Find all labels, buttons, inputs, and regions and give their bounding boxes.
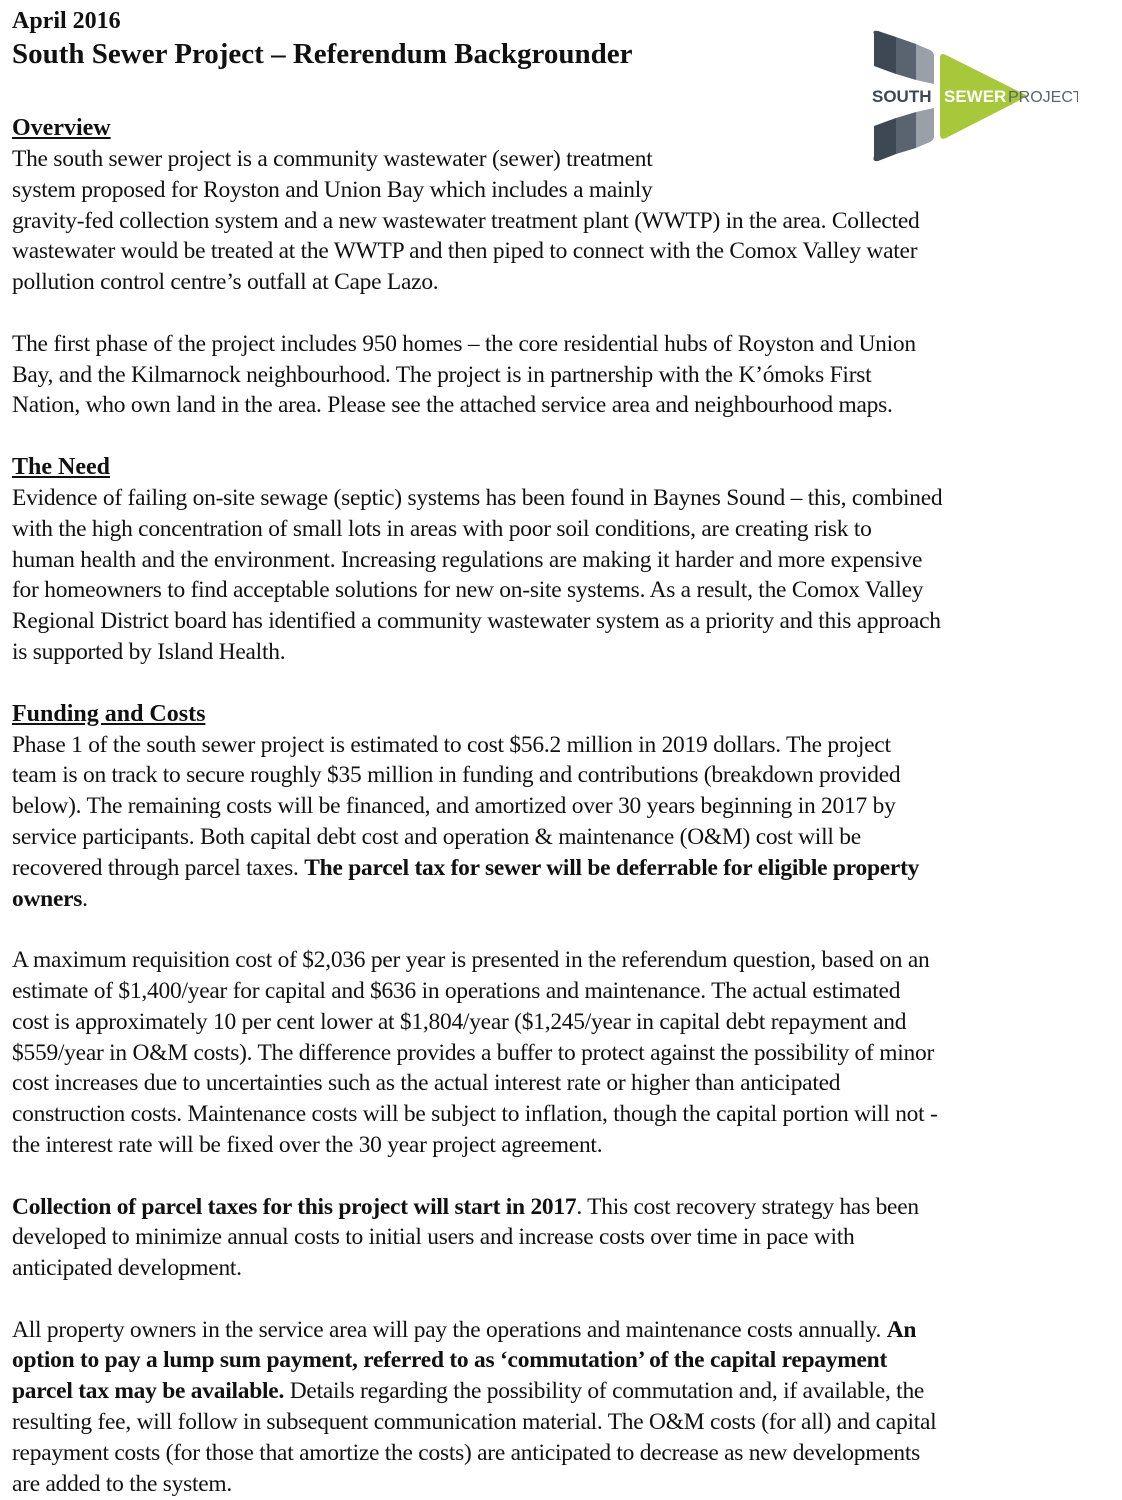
- text-line: service participants. Both capital debt cost and operation & maintenance (O&M) cost will be: [12, 823, 861, 850]
- text-run: . This cost recovery strategy has been: [576, 1193, 919, 1220]
- text-line: cost is approximately 10 per cent lower at $1,804/year ($1,245/year in capital debt repayment and: [12, 1008, 907, 1035]
- section-heading-the-need: The Need: [12, 453, 110, 480]
- text-run: Details regarding the possibility of commutation and, if available, the: [284, 1378, 925, 1405]
- text-line: system proposed for Royston and Union Bay which includes a mainly: [12, 176, 653, 203]
- logo-text-sewer: SEWER: [944, 87, 1007, 106]
- text-line: for homeowners to find acceptable solutions for new on-site systems. As a result, the Comox Valley: [12, 577, 924, 604]
- text-line: is supported by Island Health.: [12, 638, 286, 665]
- text-line: gravity-fed collection system and a new wastewater treatment plant (WWTP) in the area. Collected: [12, 207, 920, 234]
- text-line: wastewater would be treated at the WWTP and then piped to connect with the Comox Valley water: [12, 238, 918, 265]
- bold-text-deferrable: The parcel tax for sewer will be deferrable for eligible property: [304, 854, 920, 881]
- text-line: anticipated development.: [12, 1255, 242, 1282]
- logo-text-project: PROJECT: [1008, 89, 1078, 106]
- text-line: resulting fee, will follow in subsequent communication material. The O&M costs (for all) and capital: [12, 1409, 937, 1436]
- section-heading-funding-and-costs: Funding and Costs: [12, 700, 206, 727]
- text-line: A maximum requisition cost of $2,036 per year is presented in the referendum question, based on an: [12, 947, 930, 974]
- text-line: Phase 1 of the south sewer project is estimated to cost $56.2 million in 2019 dollars. The project: [12, 731, 891, 758]
- text-line: Evidence of failing on-site sewage (septic) systems has been found in Baynes Sound – this, combined: [12, 484, 943, 511]
- text-line: below). The remaining costs will be financed, and amortized over 30 years beginning in 2017 by: [12, 793, 896, 820]
- text-line: Nation, who own land in the area. Please see the attached service area and neighbourhood maps.: [12, 392, 893, 419]
- text-line: The south sewer project is a community wastewater (sewer) treatment: [12, 146, 653, 172]
- text-line: team is on track to secure roughly $35 million in funding and contributions (breakdown provided: [12, 762, 901, 789]
- text-line: [12, 1376, 1110, 1407]
- text-line: cost increases due to uncertainties such as the actual interest rate or higher than anticipated: [12, 1070, 841, 1097]
- bold-text-collection-start: Collection of parcel taxes for this project will start in 2017: [12, 1193, 577, 1220]
- logo-text-south: SOUTH: [872, 87, 932, 106]
- text-line: developed to minimize annual costs to initial users and increase costs over time in pace with: [12, 1224, 855, 1251]
- text-line: Regional District board has identified a community wastewater system as a priority and this approach: [12, 608, 941, 635]
- text-line: human health and the environment. Increasing regulations are making it harder and more expensive: [12, 546, 923, 573]
- document-page: [12, 6, 1112, 1499]
- text-line: [12, 1192, 1110, 1223]
- bold-text-may-be-available: parcel tax may be available.: [12, 1378, 285, 1405]
- text-line: estimate of $1,400/year for capital and $636 in operations and maintenance. The actual estimated: [12, 977, 901, 1004]
- text-run: .: [82, 885, 88, 912]
- text-line: The first phase of the project includes 950 homes – the core residential hubs of Royston and Union: [12, 330, 916, 357]
- text-line: $559/year in O&M costs). The difference provides a buffer to protect against the possibility of minor: [12, 1039, 935, 1066]
- bold-text-commutation-option: An: [886, 1316, 917, 1343]
- section-heading-overview: Overview: [12, 115, 111, 141]
- text-line: option to pay a lump sum payment, referred to as ‘commutation’ of the capital repayment: [12, 1347, 888, 1374]
- text-line: Bay, and the Kilmarnock neighbourhood. The project is in partnership with the K’ómoks First: [12, 361, 872, 388]
- text-line: construction costs. Maintenance costs will be subject to inflation, though the capital portion will not -: [12, 1101, 938, 1128]
- text-line: [12, 853, 1110, 884]
- text-line: pollution control centre’s outfall at Cape Lazo.: [12, 269, 439, 296]
- text-line: are added to the system.: [12, 1470, 233, 1497]
- bold-text-owners: owners: [12, 885, 83, 912]
- text-run: recovered through parcel taxes.: [12, 854, 305, 881]
- document-title: South Sewer Project – Referendum Backgrounder: [12, 38, 633, 70]
- text-run: All property owners in the service area will pay the operations and maintenance costs annually.: [12, 1316, 887, 1343]
- text-line: [12, 1315, 1110, 1346]
- document-date: April 2016: [12, 8, 121, 34]
- text-line: repayment costs (for those that amortize the costs) are anticipated to decrease as new developments: [12, 1439, 921, 1466]
- text-line: [12, 884, 1110, 915]
- text-line: the interest rate will be fixed over the 30 year project agreement.: [12, 1131, 603, 1158]
- text-line: with the high concentration of small lots in areas with poor soil conditions, are creating risk to: [12, 515, 872, 542]
